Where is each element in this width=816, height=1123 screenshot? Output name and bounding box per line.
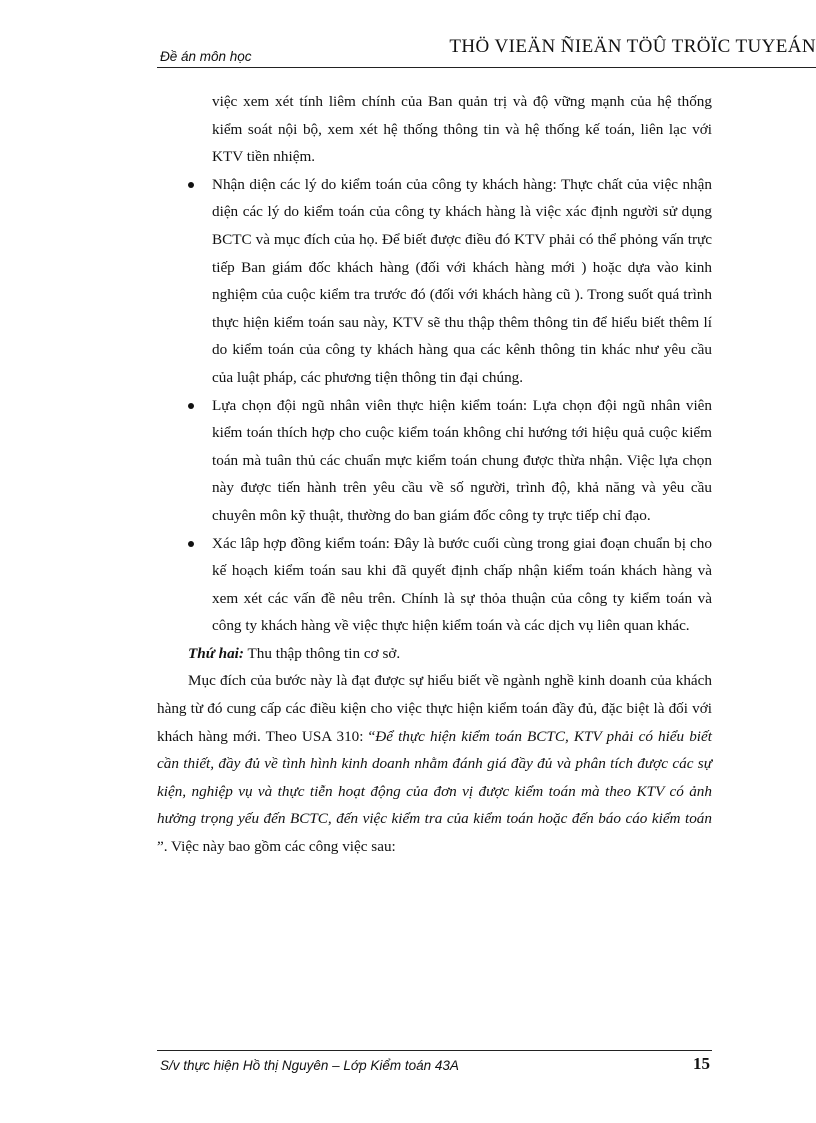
page-number: 15 <box>693 1054 710 1073</box>
header-divider <box>157 67 816 68</box>
section-label: Thứ hai: <box>188 644 244 662</box>
section-heading <box>157 640 712 668</box>
bullet-item <box>157 171 712 392</box>
bullet-item <box>157 530 712 640</box>
bullet-icon <box>188 541 194 547</box>
bullet-item <box>157 392 712 530</box>
bullet-text: Lựa chọn đội ngũ nhân viên thực hiện kiểm toán: Lựa chọn đội ngũ nhân viên kiểm toán thích hợp cho cuộc kiểm toán không chỉ hướng tới hiệu quả cuộc kiểm toán mà tuân thủ các chuẩn mực kiểm toán chung được thừa nhận. Việc lựa chọn này được tiến hành trên yêu cầu về số người, trình độ, khả năng và yêu cầu chuyên môn kỹ thuật, thường do ban giám đốc công ty trực tiếp chỉ đạo. <box>212 396 712 524</box>
bullet-list <box>157 171 712 640</box>
footer-author: S/v thực hiện Hồ thị Nguyên – Lớp Kiểm toán 43A <box>160 1058 459 1073</box>
footer-divider <box>157 1050 712 1051</box>
paragraph-ending: ”. Việc này bao gồm các công việc sau: <box>157 838 396 856</box>
page-footer <box>157 1050 712 1080</box>
paragraph-text: Mục đích của bước này là đạt được sự hiểu biết về ngành nghề kinh doanh của khách hàng từ đó cung cấp các điều kiện cho việc thực hiện kiểm toán đầy đủ, đặc biệt là đối với khách hàng mới. Theo USA 310: “ <box>157 672 712 745</box>
bullet-icon <box>188 403 194 409</box>
page-header <box>157 30 816 68</box>
body-paragraph <box>157 667 712 860</box>
paragraph-quote: Để thực hiện kiểm toán BCTC, KTV phải có hiểu biết cần thiết, đầy đủ về tình hình kinh doanh nhằm đánh giá đầy đủ và phân tích được các sự kiện, nghiệp vụ và thực tiễn hoạt động của đơn vị được kiểm toán mà theo KTV có ảnh hưởng trọng yếu đến BCTC, đến việc kiểm tra của kiểm toán hoặc đến báo cáo kiểm toán <box>157 727 712 828</box>
header-library-title: THÖ VIEÄN ÑIEÄN TÖÛ TRÖÏC TUYEÁN <box>449 36 816 57</box>
bullet-text: Nhận diện các lý do kiểm toán của công ty khách hàng: Thực chất của việc nhận diện các lý do kiểm toán của công ty khách hàng là việc xác định người sử dụng BCTC và mục đích của họ. Để biết được điều đó KTV phải có thể phỏng vấn trực tiếp Ban giám đốc khách hàng (đối với khách hàng mới ) hoặc dựa vào kinh nghiệm của cuộc kiểm tra trước đó (đối với khách hàng cũ ). Trong suốt quá trình thực hiện kiểm toán sau này, KTV sẽ thu thập thêm thông tin để hiểu biết thêm lí do kiểm toán của công ty khách hàng qua các kênh thông tin khác như yêu cầu của luật pháp, các phương tiện thông tin đại chúng. <box>212 175 712 386</box>
intro-continuation: việc xem xét tính liêm chính của Ban quản trị và độ vững mạnh của hệ thống kiểm soát nội bộ, xem xét hệ thống thông tin và hệ thống kế toán, liên lạc với KTV tiền nhiệm. <box>212 93 712 166</box>
document-body <box>157 88 712 861</box>
header-course-title: Đề án môn học <box>160 49 252 64</box>
bullet-icon <box>188 182 194 188</box>
bullet-text: Xác lâp hợp đồng kiểm toán: Đây là bước cuối cùng trong giai đoạn chuẩn bị cho kế hoạch kiểm toán sau khi đã quyết định chấp nhận kiểm toán khách hàng và xem xét các vấn đề nêu trên. Chính là sự thỏa thuận của công ty kiểm toán và công ty khách hàng về việc thực hiện kiểm toán và các dịch vụ liên quan khác. <box>212 534 712 635</box>
section-title: Thu thập thông tin cơ sở. <box>243 644 401 662</box>
